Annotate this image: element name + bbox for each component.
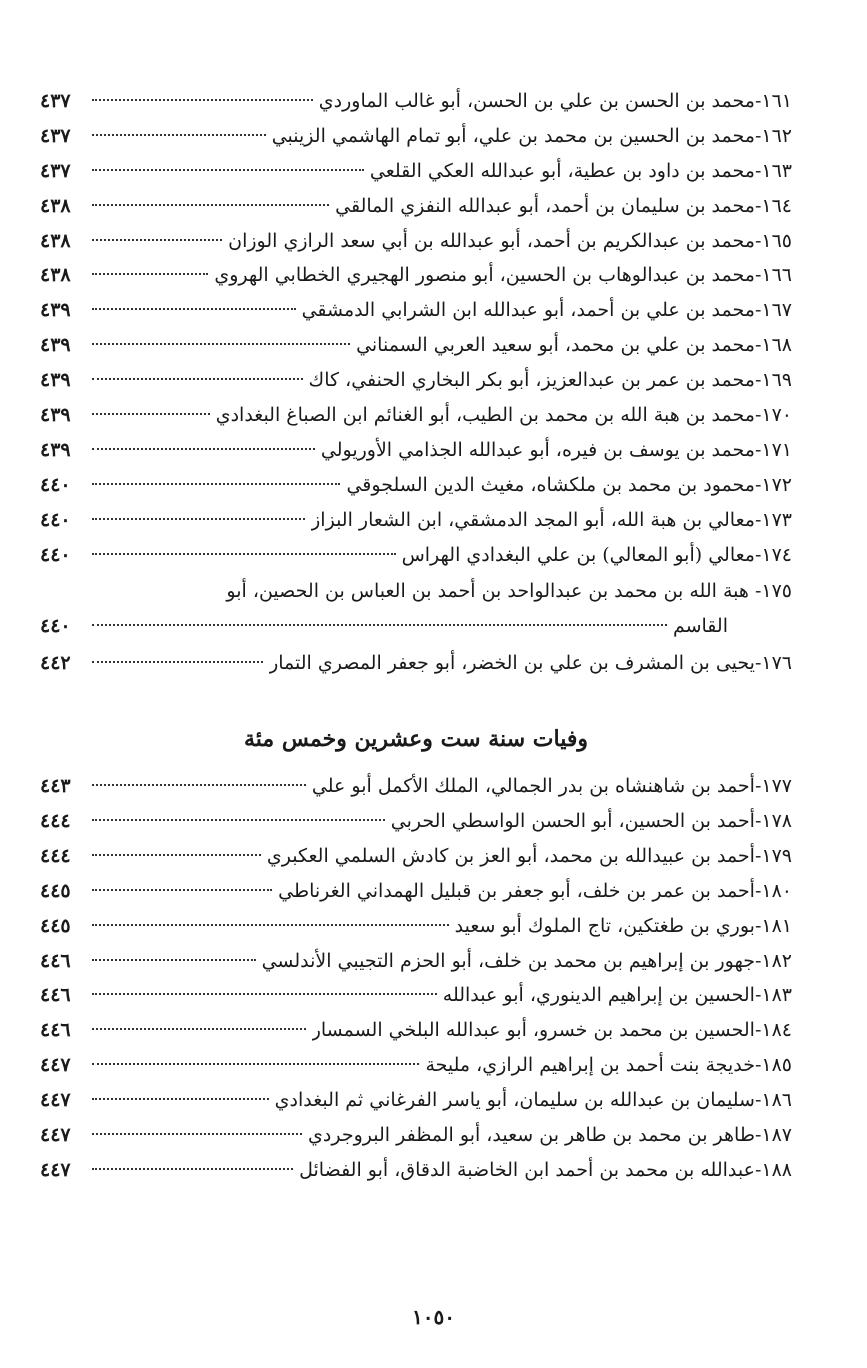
entry-title: معالي بن هبة الله، أبو المجد الدمشقي، ابن الشعار البزاز: [311, 508, 755, 531]
dot-leader: [92, 200, 329, 206]
index-entry: [40, 769, 792, 804]
entry-page-number: ٤٤٦: [40, 984, 71, 1007]
entry-title: عبدالله بن محمد بن أحمد ابن الخاضبة الدقاق، أبو الفضائل: [299, 1158, 755, 1181]
entry-page-number: ٤٤٧: [40, 1089, 71, 1112]
index-entry: [40, 909, 792, 944]
entry-page-number: ٤٤٠: [40, 473, 71, 496]
entry-page-number: ٤٣٧: [40, 124, 71, 147]
entry-page-number: ٤٤٠: [40, 615, 71, 638]
entry-title: جهور بن إبراهيم بن محمد بن خلف، أبو الحزم التجيبي الأندلسي: [261, 949, 755, 972]
entry-page-number: ٤٣٨: [40, 264, 71, 287]
index-entry: [40, 978, 792, 1013]
entry-title: طاهر بن محمد بن طاهر بن سعيد، أبو المظفر البروجردي: [308, 1124, 755, 1147]
entry-number: ١٨٨-: [754, 1158, 792, 1181]
index-entry: [40, 189, 792, 224]
dot-leader: [92, 1129, 302, 1135]
entry-title: محمد بن يوسف بن فيره، أبو عبدالله الجذامي الأوريولي: [320, 438, 755, 461]
entry-title: أحمد بن عبيدالله بن محمد، أبو العز بن كادش السلمي العكبري: [266, 844, 755, 867]
dot-leader: [92, 374, 303, 380]
entry-page-number: ٤٣٩: [40, 299, 71, 322]
index-entry: [40, 646, 792, 681]
dot-leader: [92, 1164, 293, 1170]
index-entry: [40, 84, 792, 119]
entry-number: ١٧٥-: [754, 580, 792, 603]
entry-title: أحمد بن شاهنشاه بن بدر الجمالي، الملك الأكمل أبو علي: [311, 775, 755, 798]
entry-page-number: ٤٤٦: [40, 949, 71, 972]
page-number: ١٠٥٠: [412, 1305, 455, 1329]
dot-leader: [92, 514, 305, 520]
index-entry: [40, 1153, 792, 1188]
entry-number: ١٨٦-: [754, 1089, 792, 1112]
entry-first-line: [40, 574, 792, 609]
entry-page-number: ٤٤٥: [40, 879, 71, 902]
entry-page-number: ٤٤٣: [40, 775, 71, 798]
entry-page-number: ٤٣٨: [40, 194, 71, 217]
index-entry: [40, 258, 792, 293]
dot-leader: [92, 920, 449, 926]
index-page: [40, 84, 792, 1188]
index-section-2: [40, 769, 792, 1188]
index-entry: [40, 839, 792, 874]
dot-leader: [92, 444, 315, 450]
entry-title: يحيى بن المشرف بن علي بن الخضر، أبو جعفر المصري التمار: [269, 652, 755, 675]
entry-page-number: ٤٤٧: [40, 1158, 71, 1181]
entry-title: محمد بن سليمان بن أحمد، أبو عبدالله النفزي المالقي: [335, 194, 755, 217]
entry-title: محمد بن عبدالكريم بن أحمد، أبو عبدالله بن أبي سعد الرازي الوزان: [228, 229, 755, 252]
index-entry: [40, 293, 792, 328]
entry-title: أحمد بن عمر بن خلف، أبو جعفر بن قبليل الهمداني الغرناطي: [278, 879, 755, 902]
entry-number: ١٨٢-: [754, 949, 792, 972]
entry-title: خديجة بنت أحمد بن إبراهيم الرازي، مليحة: [425, 1054, 755, 1077]
entry-number: ١٦٦-: [754, 264, 792, 287]
entry-number: ١٦٧-: [754, 299, 792, 322]
entry-title: محمد بن الحسن بن علي بن الحسن، أبو غالب الماوردي: [318, 90, 755, 112]
entry-page-number: ٤٤٠: [40, 543, 71, 566]
dot-leader: [92, 989, 437, 995]
entry-title: هبة الله بن محمد بن عبدالواحد بن أحمد بن العباس بن الحصين، أبو: [226, 580, 749, 603]
entry-page-number: ٤٣٩: [40, 438, 71, 461]
dot-leader: [92, 620, 667, 626]
entry-page-number: ٤٣٧: [40, 90, 71, 112]
entry-page-number: ٤٤٥: [40, 914, 71, 937]
entry-number: ١٦٥-: [754, 229, 792, 252]
entry-number: ١٦٢-: [754, 124, 792, 147]
dot-leader: [92, 130, 266, 136]
entry-number: ١٧٩-: [754, 844, 792, 867]
dot-leader: [92, 339, 350, 345]
entry-number: ١٧٠-: [754, 404, 792, 427]
entry-page-number: ٤٤٧: [40, 1124, 71, 1147]
index-entry: [40, 224, 792, 259]
entry-number: ١٨٥-: [754, 1054, 792, 1077]
entry-page-number: ٤٤٤: [40, 810, 71, 833]
index-entry: [40, 874, 792, 909]
entry-number: ١٧٨-: [754, 810, 792, 833]
entry-number: ١٨٤-: [754, 1019, 792, 1042]
index-entry: [40, 503, 792, 538]
index-entry: [40, 328, 792, 363]
dot-leader: [92, 95, 313, 101]
entry-title: أحمد بن الحسين، أبو الحسن الواسطي الحربي: [390, 810, 755, 833]
dot-leader: [92, 479, 340, 485]
dot-leader: [92, 269, 208, 275]
entry-number: ١٦٨-: [754, 334, 792, 357]
entry-number: ١٧٣-: [754, 508, 792, 531]
dot-leader: [92, 549, 396, 555]
dot-leader: [92, 885, 272, 891]
index-entry: [40, 363, 792, 398]
entry-page-number: ٤٤٤: [40, 844, 71, 867]
entry-page-number: ٤٤٠: [40, 508, 71, 531]
dot-leader: [92, 235, 222, 241]
entry-page-number: ٤٣٩: [40, 404, 71, 427]
entry-title: معالي (أبو المعالي) بن علي البغدادي الهراس: [401, 543, 755, 566]
entry-page-number: ٤٣٧: [40, 159, 71, 182]
entry-page-number: ٤٤٦: [40, 1019, 71, 1042]
dot-leader: [92, 815, 385, 821]
entry-number: ١٨٧-: [754, 1124, 792, 1147]
index-entry: [40, 154, 792, 189]
dot-leader: [92, 955, 256, 961]
index-entry: [40, 804, 792, 839]
dot-leader: [92, 409, 210, 415]
entry-title: محمد بن علي بن أحمد، أبو عبدالله ابن الشرابي الدمشقي: [301, 299, 755, 322]
entry-title: محمد بن الحسين بن محمد بن علي، أبو تمام الهاشمي الزينبي: [271, 124, 755, 147]
entry-title: الحسين بن محمد بن خسرو، أبو عبدالله البلخي السمسار: [311, 1019, 755, 1042]
entry-number: ١٨١-: [754, 914, 792, 937]
entry-page-number: ٤٣٩: [40, 369, 71, 392]
index-entry: [40, 398, 792, 433]
entry-number: ١٦٩-: [754, 369, 792, 392]
index-entry: [40, 1118, 792, 1153]
entry-title: الحسين بن إبراهيم الدينوري، أبو عبدالله: [442, 984, 755, 1007]
dot-leader: [92, 780, 306, 786]
entry-number: ١٨٠-: [754, 879, 792, 902]
entry-number: ١٦٣-: [754, 159, 792, 182]
entry-title: بوري بن طغتكين، تاج الملوك أبو سعيد: [454, 914, 755, 937]
index-entry: [40, 468, 792, 503]
index-entry: [40, 433, 792, 468]
entry-title: محمد بن هبة الله بن محمد بن الطيب، أبو الغنائم ابن الصباغ البغدادي: [215, 404, 755, 427]
entry-page-number: ٤٤٧: [40, 1054, 71, 1077]
entry-number: ١٧٢-: [754, 473, 792, 496]
dot-leader: [92, 1059, 419, 1065]
entry-number: ١٨٣-: [754, 984, 792, 1007]
entry-number: ١٦١-: [754, 90, 792, 112]
entry-title: محمد بن عبدالوهاب بن الحسين، أبو منصور الهجيري الخطابي الهروي: [214, 264, 755, 287]
entry-title: سليمان بن عبدالله بن سليمان، أبو ياسر الفرغاني ثم البغدادي: [274, 1089, 755, 1112]
entry-title-continued: القاسم: [672, 615, 728, 638]
index-entry-multiline: [40, 572, 792, 646]
dot-leader: [92, 304, 296, 310]
index-entry: [40, 944, 792, 979]
index-entry: [40, 1013, 792, 1048]
entry-title: محمد بن عمر بن عبدالعزيز، أبو بكر البخاري الحنفي، كاك: [308, 369, 755, 392]
dot-leader: [92, 1094, 269, 1100]
section-heading: وفيات سنة ست وعشرين وخمس مئة: [244, 726, 588, 753]
entry-page-number: ٤٤٢: [40, 652, 71, 675]
entry-page-number: ٤٣٩: [40, 334, 71, 357]
dot-leader: [92, 850, 261, 856]
index-entry: [40, 119, 792, 154]
dot-leader: [92, 1024, 306, 1030]
entry-number: ١٧٧-: [754, 775, 792, 798]
entry-title: محمود بن محمد بن ملكشاه، مغيث الدين السلجوقي: [346, 473, 755, 496]
entry-title: محمد بن داود بن عطية، أبو عبدالله العكي القلعي: [369, 159, 755, 182]
entry-number: ١٦٤-: [754, 194, 792, 217]
entry-second-line: [40, 609, 792, 644]
dot-leader: [92, 657, 263, 663]
entry-number: ١٧١-: [754, 438, 792, 461]
index-entry: [40, 1048, 792, 1083]
index-entry: [40, 538, 792, 573]
entry-page-number: ٤٣٨: [40, 229, 71, 252]
index-section-1: [40, 84, 792, 681]
entry-title: محمد بن علي بن محمد، أبو سعيد العربي السمناني: [356, 334, 755, 357]
entry-number: ١٧٤-: [754, 543, 792, 566]
dot-leader: [92, 165, 364, 171]
index-entry: [40, 1083, 792, 1118]
entry-number: ١٧٦-: [754, 652, 792, 675]
